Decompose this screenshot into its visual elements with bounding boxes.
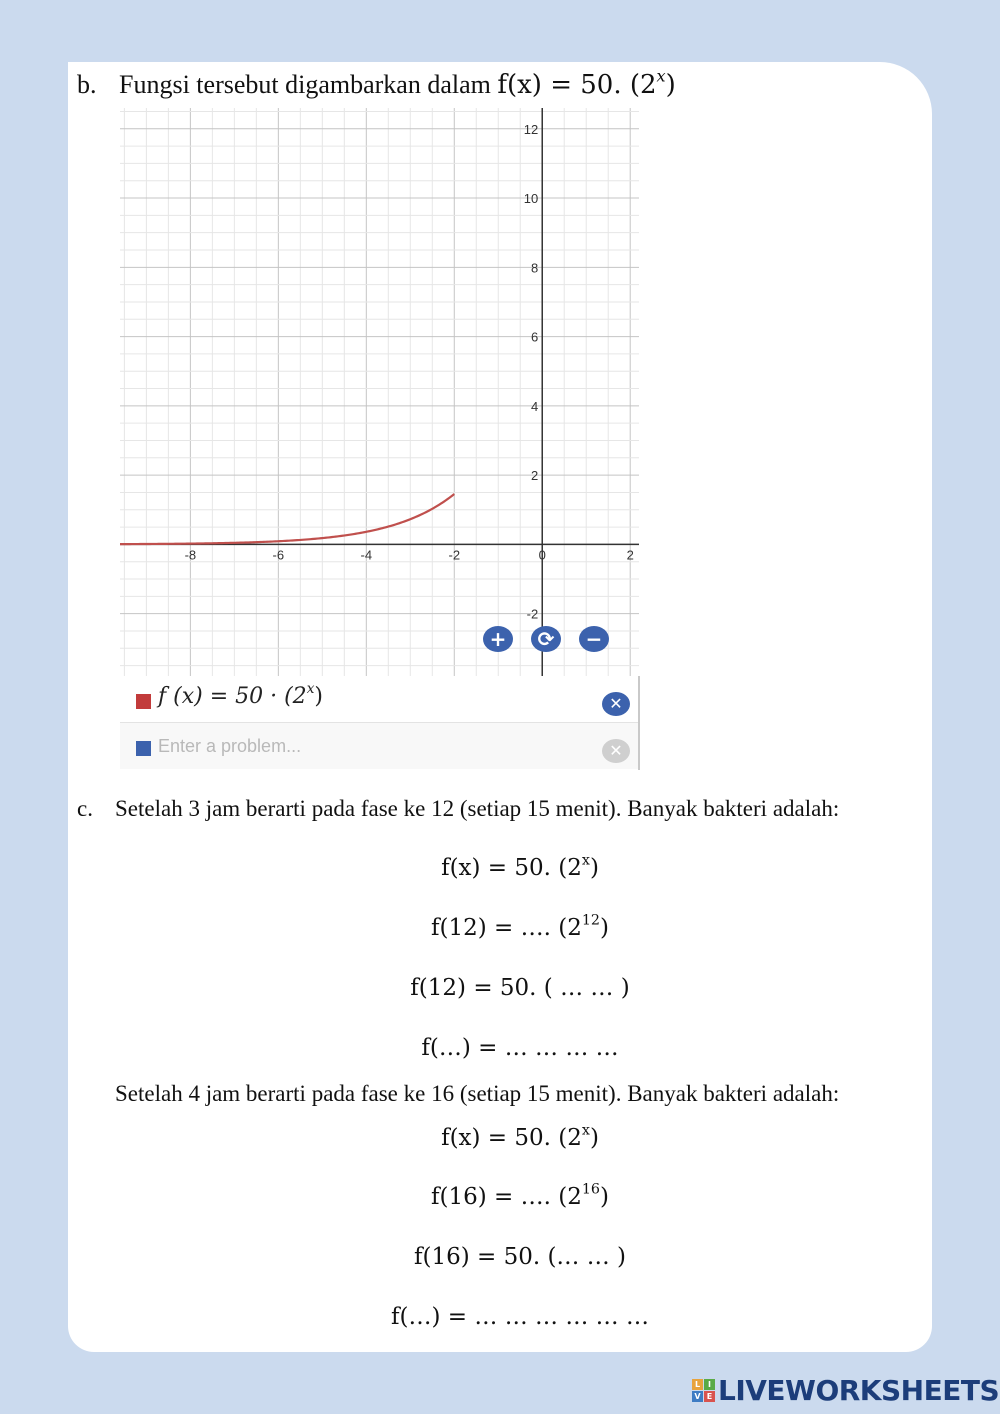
enter-problem-input[interactable]: Enter a problem...: [158, 736, 302, 756]
clear-expression-1-button[interactable]: ✕: [602, 692, 630, 716]
x-tick-label: -4: [360, 547, 373, 563]
formula-4h-4[interactable]: f(…) = … … … … … …: [391, 1304, 649, 1330]
expression-row-2[interactable]: [120, 723, 638, 769]
x-tick-label: -6: [272, 547, 285, 563]
part-c-label: c.: [77, 796, 93, 821]
formula-3h-3[interactable]: f(12) = 50. ( … … ): [410, 975, 630, 1001]
graph-background: [120, 108, 639, 676]
x-tick-label: -2: [448, 547, 461, 563]
formula-4h-1: f(x) = 50. (2$^x$): [441, 1122, 599, 1151]
part-b-label: b.: [77, 70, 97, 99]
y-tick-label: 6: [531, 329, 539, 345]
blue-color-swatch[interactable]: [136, 741, 151, 756]
part-b-formula: f(x) = 50. (2$^x$): [497, 66, 676, 100]
formula-4h-2[interactable]: f(16) = …. $(2^{16})$: [431, 1181, 609, 1210]
logo-grid-icon: L I V E: [692, 1379, 716, 1403]
expression-panel: [120, 676, 640, 770]
part-b-heading: [77, 66, 676, 100]
part-c-sentence-3h: c. Setelah 3 jam berarti pada fase ke 12 (setiap 15 menit). Banyak bakteri adalah:: [77, 796, 840, 821]
graph-calculator: [120, 108, 639, 770]
function-graph[interactable]: [120, 108, 639, 676]
y-tick-label: 4: [531, 398, 539, 414]
reset-view-button[interactable]: ⟳: [531, 626, 561, 652]
part-c-sentence-4h: Setelah 4 jam berarti pada fase ke 16 (setiap 15 menit). Banyak bakteri adalah:: [115, 1081, 840, 1106]
x-tick-label: 2: [626, 547, 634, 563]
red-color-swatch[interactable]: [136, 694, 151, 709]
brand-name: LIVEWORKSHEETS: [718, 1374, 1000, 1407]
formula-4h-3[interactable]: f(16) = 50. (… … ): [413, 1244, 627, 1270]
expression-row-1[interactable]: [120, 676, 638, 723]
part-b-text: Fungsi tersebut digambarkan dalam: [119, 70, 491, 99]
y-tick-label: 2: [531, 468, 539, 484]
y-tick-label: 12: [523, 121, 539, 137]
expression-1-text[interactable]: f $(x) = 50 \cdot (2^x)$: [158, 681, 323, 709]
y-tick-label: 8: [531, 260, 539, 276]
x-tick-label: 0: [538, 547, 546, 563]
formula-3h-4[interactable]: f(…) = … … … …: [421, 1035, 619, 1061]
zoom-in-button[interactable]: +: [483, 626, 513, 652]
clear-expression-2-button[interactable]: ✕: [602, 739, 630, 763]
formula-3h-1: f(x) = 50. (2$^x$): [441, 852, 599, 881]
y-tick-label: -2: [526, 606, 539, 622]
x-tick-label: -8: [184, 547, 197, 563]
formula-3h-2[interactable]: f(12) = …. $(2^{12})$: [431, 912, 609, 941]
y-tick-label: 10: [523, 191, 539, 207]
zoom-out-button[interactable]: −: [579, 626, 609, 652]
